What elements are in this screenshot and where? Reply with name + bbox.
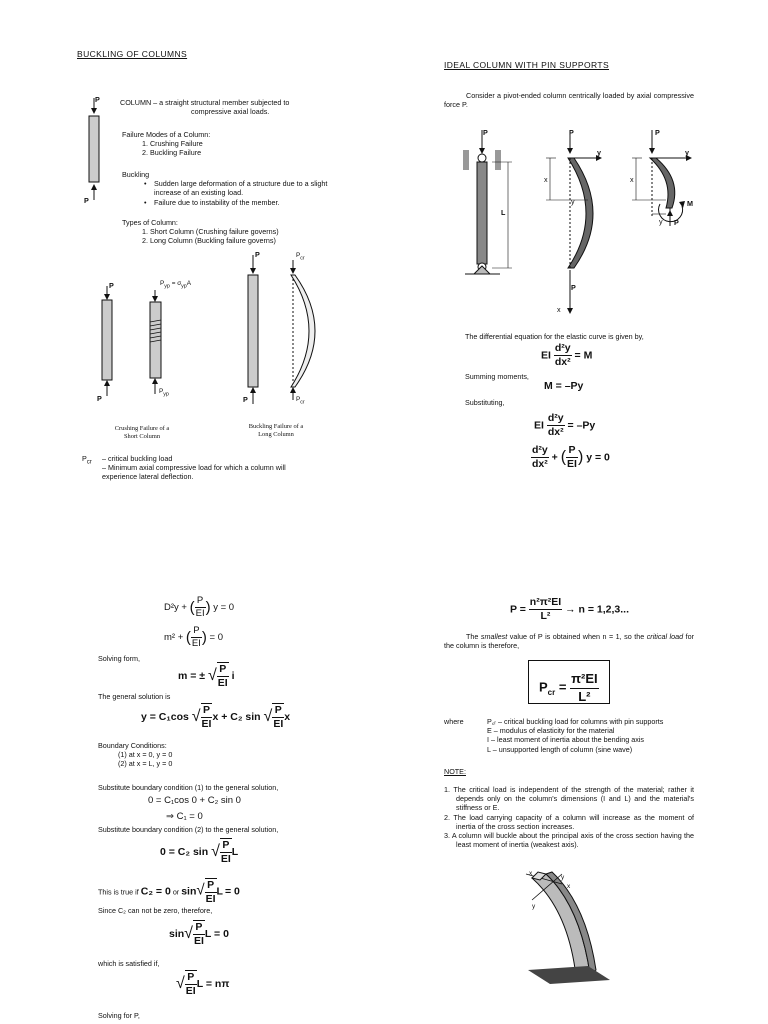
critical-load-equation: $P_{cr}$ = $\frac{\text{π²EI}}{\text{L²}}$	[539, 671, 598, 704]
eq-gen-P1: P	[201, 704, 213, 718]
pcr-label	[82, 454, 92, 467]
fig3-x: x	[630, 175, 634, 184]
c2-zero: C₂ = 0	[140, 885, 171, 898]
true-if-line: This is true if C₂ = 0 or sin√ $\frac{P}{EI}$ L = 0	[98, 879, 240, 906]
general-solution-text: The general solution is	[98, 692, 171, 701]
pcr-bottom-label	[296, 396, 305, 406]
buckling-point-2: • Failure due to instability of the member.	[144, 198, 347, 207]
true-if-EI: EI	[205, 893, 216, 906]
caption-long	[226, 423, 326, 439]
pcr-def-1: – critical buckling load	[102, 454, 173, 463]
buckling-section	[122, 170, 347, 207]
pcr-label-P: P	[82, 454, 87, 463]
eq-gen-P2: P	[272, 704, 284, 718]
box-den: L²	[578, 688, 591, 704]
left-title: BUCKLING OF COLUMNS	[77, 49, 188, 59]
box-sub: cr	[547, 688, 556, 698]
eq-sub2-P: P	[220, 839, 232, 853]
true-if-sin: sin	[181, 885, 197, 898]
sub1-text: Substitute boundary condition (1) to the general solution,	[98, 783, 279, 792]
eq-operator-lhs: D²y +	[164, 602, 187, 614]
critical-em: critical load	[646, 632, 684, 641]
eq-sub-den: dx²	[547, 426, 564, 439]
eq-gen-start: y = C₁cos	[141, 711, 189, 724]
pcr-def-3: experience lateral deflection.	[102, 472, 194, 482]
buckling-title: Buckling	[122, 170, 150, 179]
eq-diff-rhs: = M	[574, 349, 593, 362]
pyp-rhs-end: A	[186, 280, 192, 287]
pcr-top-label	[296, 252, 305, 262]
eq-substituted	[534, 412, 595, 440]
pcr-definition	[102, 454, 338, 482]
eq-npi-EI: EI	[185, 985, 196, 998]
eq-sin-zero-EI: EI	[193, 935, 204, 948]
bc-title: Boundary Conditions:	[98, 741, 167, 750]
eq-sub2-EI: EI	[220, 853, 231, 866]
fig2-y-mid: y	[571, 197, 575, 206]
eq-sub-EI: EI	[534, 419, 544, 432]
fig2-P-bottom: P	[571, 283, 576, 292]
axis-y-left: y	[532, 903, 536, 910]
eq-operator-EI: EI	[195, 608, 205, 620]
true-if-zero: = 0	[224, 885, 240, 898]
right-title: IDEAL COLUMN WITH PIN SUPPORTS	[444, 60, 610, 70]
where-def-1: P꜀ᵣ – critical buckling load for columns with pin supports	[487, 717, 664, 726]
true-if-L: L	[216, 885, 223, 898]
column-diagram	[82, 96, 112, 206]
eq-diff-num: d²y	[554, 342, 572, 356]
fig2-x-bottom: x	[557, 305, 561, 314]
fig3-y: y	[685, 148, 689, 157]
eq-gen-mid: x + C₂ sin	[212, 711, 261, 724]
boundary-conditions	[98, 741, 172, 769]
eq-roots: m = ± √ $\frac{P}{EI}$ i	[178, 663, 235, 690]
fig2-x: x	[544, 175, 548, 184]
long-column-P-top: P	[255, 250, 260, 259]
failure-modes	[122, 130, 210, 158]
pyp-bottom-P: P	[159, 388, 164, 395]
pyp-bottom-label	[159, 388, 169, 398]
eq-char-rhs: = 0	[209, 632, 224, 644]
failure-mode-1: 1. Crushing Failure	[142, 139, 203, 149]
pcr-bottom-P: P	[296, 396, 301, 403]
eq-operator-P: P	[195, 595, 206, 608]
eq-roots-lhs: m = ±	[178, 670, 206, 683]
fig1-P: P	[483, 128, 488, 137]
pyp-sub: yp	[164, 283, 170, 290]
or-text: or	[172, 887, 180, 897]
since-text: Since C₂ can not be zero, therefore,	[98, 906, 213, 915]
smallest-2: value of P is obtained when n = 1, so the	[509, 632, 645, 641]
eq-ode-den: dx²	[532, 458, 548, 471]
bc-1: (1) at x = 0, y = 0	[118, 750, 173, 760]
eq-char-lhs: m² +	[164, 632, 184, 644]
eq-roots-P: P	[217, 663, 229, 677]
eq-ode-rhs: y = 0	[586, 451, 610, 464]
axis-y-right: y	[561, 874, 565, 881]
eq-P-num: n²π²EI	[529, 596, 562, 610]
eq-diff-EI: EI	[541, 349, 551, 362]
eq-char-EI: EI	[191, 638, 201, 650]
eq-sin-zero-rhs: = 0	[214, 928, 229, 941]
eq-npi: √ $\frac{P}{EI}$ L = nπ	[176, 971, 230, 998]
pyp-bottom-sub: yp	[163, 391, 169, 398]
axis-x-top: x	[529, 870, 533, 877]
eq-char-P: P	[191, 625, 202, 638]
critical-load-box	[528, 660, 610, 704]
where-def-2: E – modulus of elasticity for the material	[487, 726, 615, 736]
eq-P-general	[510, 596, 629, 624]
eq-diff	[541, 342, 592, 370]
pyp-rhs-sub: yp	[181, 283, 187, 290]
caption-long-2: Long Column	[258, 431, 294, 439]
fig1-L: L	[501, 208, 506, 217]
pyp-P: P	[160, 280, 165, 287]
failure-mode-2: 2. Buckling Failure	[142, 148, 202, 158]
where-def-3: I – least moment of inertia about the bending axis	[487, 735, 645, 745]
eq-diff-den: dx²	[554, 356, 571, 369]
smallest-text	[444, 632, 694, 650]
pyp-equation	[160, 280, 191, 290]
short-column-P-top: P	[109, 281, 114, 290]
caption-short-1: Crushing Failure of a	[114, 425, 170, 432]
eq-sin-zero-sin: sin	[169, 928, 185, 941]
eq-sub-num: d²y	[547, 412, 565, 426]
eq-P-lhs: P =	[510, 603, 526, 616]
eq-operator: D²y + ( $\frac{P}{EI}$ ) y = 0	[164, 595, 235, 620]
substituting-text: Substituting,	[465, 398, 505, 407]
box-num: π²EI	[570, 671, 599, 689]
column-label-bottom: P	[84, 196, 89, 205]
eq-ode-EI: EI	[567, 458, 577, 471]
eq-ode-P: P	[566, 444, 578, 458]
eq-sub2-L: L	[231, 846, 239, 859]
type-2: 2. Long Column (Buckling failure governs)	[142, 236, 276, 246]
box-P: P	[539, 679, 548, 695]
column-def-1: – a straight structural member subjected to	[153, 98, 290, 107]
solving-form-text: Solving form,	[98, 654, 140, 663]
eq-c1: ⇒ C₁ = 0	[166, 811, 203, 822]
true-if-P: P	[205, 879, 217, 893]
intro-text: Consider a pivot-ended column centrically loaded by axial compressive force P.	[444, 91, 694, 110]
where-label: where	[444, 717, 464, 726]
eq-ode: $\frac{\text{d²y}}{\text{dx²}}$ + ( $\frac{P}{EI}$ ) y = 0	[532, 444, 610, 471]
true-if-text: This is true if	[98, 887, 139, 897]
eq-sin-zero-L: L	[204, 928, 212, 941]
long-column-P-bottom: P	[243, 395, 248, 404]
fig2-P-top: P	[569, 128, 574, 137]
fig3-P-bottom: P	[674, 218, 679, 227]
pyp-rhs: = σ	[171, 280, 182, 287]
failure-diagrams	[95, 250, 335, 420]
pcr-top-P: P	[296, 252, 301, 259]
fig3-P-top: P	[655, 128, 660, 137]
sub2-text: Substitute boundary condition (2) to the general solution,	[98, 825, 279, 834]
eq-npi-L: L	[196, 978, 203, 991]
notes-list	[444, 785, 694, 850]
eq-gen-EI1: EI	[201, 718, 212, 731]
fig3-y-bottom: y	[659, 217, 663, 226]
note-1: 1. The critical load is independent of the strength of the material; rather it depends only on the column's dimensions (I and L) and the material's stiffness or E.	[444, 785, 694, 813]
short-column-P-bottom: P	[97, 394, 102, 403]
eq-P-n: → n = 1,2,3...	[565, 603, 629, 616]
satisfied-text: which is satisfied if,	[98, 959, 160, 968]
summing-text: Summing moments,	[465, 372, 529, 381]
failure-modes-title: Failure Modes of a Column:	[122, 130, 211, 139]
pcr-label-sub: cr	[86, 459, 92, 466]
eq-sub1: 0 = C₁cos 0 + C₂ sin 0	[148, 795, 241, 806]
pcr-top-sub: cr	[300, 255, 305, 262]
column-label-top: P	[95, 95, 100, 104]
pcr-def-2: – Minimum axial compressive load for which a column will	[102, 463, 286, 473]
eq-operator-rhs: y = 0	[213, 602, 235, 614]
eq-moment: M = –Py	[544, 380, 584, 392]
eq-sin-zero-P: P	[193, 921, 205, 935]
caption-short-2: Short Column	[123, 433, 161, 441]
eq-characteristic: m² + ( $\frac{P}{EI}$ ) = 0	[164, 625, 224, 650]
where-def-4: L – unsupported length of column (sine wave)	[487, 744, 633, 754]
eq-P-den: L²	[540, 610, 551, 623]
bc-2: (2) at x = L, y = 0	[118, 759, 173, 769]
eq-ode-num: d²y	[531, 444, 549, 458]
eq-roots-EI: EI	[217, 677, 228, 690]
eq-roots-i: i	[231, 670, 235, 683]
note-title: NOTE:	[444, 767, 466, 776]
note-3: 3. A column will buckle about the principal axis of the cross section having the least moment of inertia (weakest axis).	[444, 831, 694, 850]
pcr-bottom-sub: cr	[300, 399, 305, 406]
eq-general-solution: y = C₁cos √ $\frac{P}{EI}$ x + C₂ sin √ $\frac{P}{EI}$ x	[141, 704, 291, 731]
types-title: Types of Column:	[122, 218, 178, 227]
smallest-1: The	[466, 632, 479, 641]
eq-sub-rhs: = –Py	[567, 419, 596, 432]
smallest-3: for the column is therefore,	[444, 632, 695, 651]
caption-short	[92, 425, 192, 441]
column-term: COLUMN	[120, 98, 152, 107]
caption-long-1: Buckling Failure of a	[248, 423, 304, 430]
eq-gen-EI2: EI	[273, 718, 284, 731]
pin-column-diagrams	[460, 122, 700, 322]
column-def-2: compressive axial loads.	[191, 107, 270, 117]
buckling-point-1: • Sudden large deformation of a structure due to a slight increase of an existing load.	[144, 179, 347, 197]
where-definitions	[487, 717, 707, 754]
eq-npi-rhs: = nπ	[205, 978, 230, 991]
eq-sin-zero: sin√ $\frac{P}{EI}$ L = 0	[169, 921, 229, 948]
type-1: 1. Short Column (Crushing failure governs)	[142, 227, 279, 237]
fig2-y: y	[597, 148, 601, 157]
eq-sub2-lhs: 0 = C₂ sin	[160, 846, 209, 859]
eq-npi-P: P	[185, 971, 197, 985]
solving-P-text: Solving for P,	[98, 1011, 140, 1020]
fig3-M: M	[687, 199, 693, 208]
diff-eq-text: The differential equation for the elastic curve is given by,	[465, 332, 644, 341]
smallest-em: smallest	[480, 632, 508, 641]
note-2: 2. The load carrying capacity of a column will increase as the moment of inertia of the cross section increases.	[444, 812, 694, 831]
eq-gen-end: x	[284, 711, 291, 724]
column-definition	[120, 98, 340, 116]
axis-x-right: x	[567, 883, 571, 890]
eq-sub2: 0 = C₂ sin √ $\frac{P}{EI}$ L	[160, 839, 239, 866]
column-types	[122, 218, 279, 246]
